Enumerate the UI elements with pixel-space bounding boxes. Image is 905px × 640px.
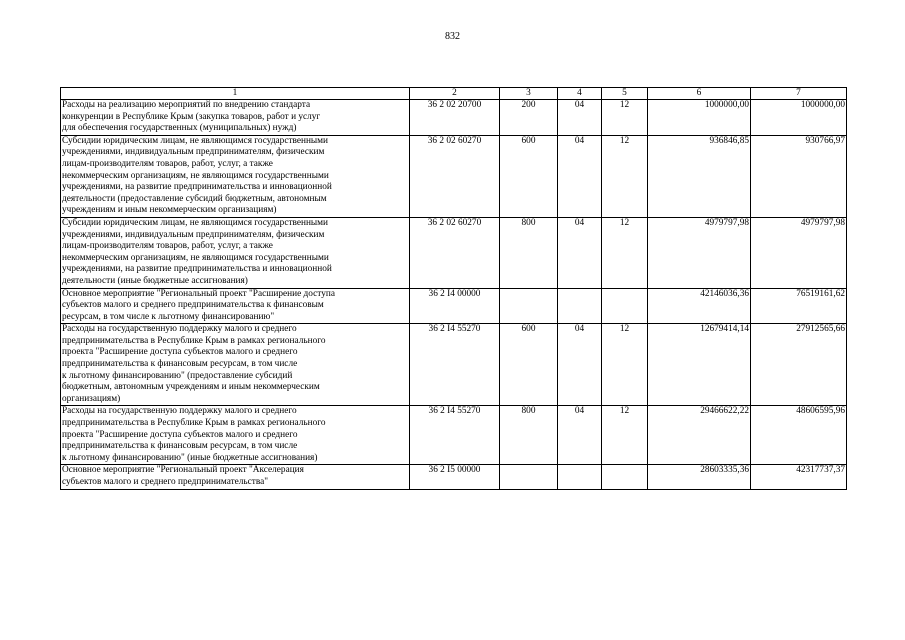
expense-name: Основное мероприятие "Региональный проект "Расширение доступа субъектов малого и среднего предпринимательства к финансовым ресурсам, в том числе к льготному финансированию": [61, 288, 410, 324]
amount-year-2: 1000000,00: [751, 100, 847, 136]
expense-type: 600: [500, 135, 558, 217]
table-row: [61, 465, 847, 489]
table-row: [61, 288, 847, 324]
expense-name: Субсидии юридическим лицам, не являющимся государственными учреждениями, индивидуальным предпринимателям, физическим лицам-производителям товаров, работ, услуг, а также некоммерческим организациям, не являющимся государственными учреждениями, на развитие предпринимательства и инновационной деятельности (иные бюджетные ассигнования): [61, 217, 410, 288]
target-code: 36 2 I4 00000: [410, 288, 500, 324]
amount-year-1: 42146036,36: [648, 288, 751, 324]
section: 04: [558, 135, 602, 217]
column-header: 7: [751, 88, 847, 100]
section: 04: [558, 100, 602, 136]
target-code: 36 2 02 60270: [410, 135, 500, 217]
expense-type: 800: [500, 406, 558, 465]
table-header-row: [61, 88, 847, 100]
target-code: 36 2 I4 55270: [410, 406, 500, 465]
column-header: 6: [648, 88, 751, 100]
expense-type: 800: [500, 217, 558, 288]
target-code: 36 2 I5 00000: [410, 465, 500, 489]
amount-year-1: 28603335,36: [648, 465, 751, 489]
section: 04: [558, 406, 602, 465]
amount-year-1: 12679414,14: [648, 324, 751, 406]
amount-year-2: 48606595,96: [751, 406, 847, 465]
expense-name: Расходы на реализацию мероприятий по внедрению стандарта конкуренции в Республике Крым (закупка товаров, работ и услуг для обеспечения государственных (муниципальных) нужд): [61, 100, 410, 136]
target-code: 36 2 I4 55270: [410, 324, 500, 406]
target-code: 36 2 02 60270: [410, 217, 500, 288]
section: [558, 288, 602, 324]
expense-type: [500, 465, 558, 489]
target-code: 36 2 02 20700: [410, 100, 500, 136]
section: [558, 465, 602, 489]
subsection: [602, 288, 648, 324]
amount-year-2: 4979797,98: [751, 217, 847, 288]
column-header: 5: [602, 88, 648, 100]
budget-table: [60, 87, 847, 490]
expense-name: Основное мероприятие "Региональный проект "Акселерация субъектов малого и среднего предпринимательства": [61, 465, 410, 489]
page-number: 832: [445, 31, 460, 42]
amount-year-1: 29466622,22: [648, 406, 751, 465]
expense-name: Субсидии юридическим лицам, не являющимся государственными учреждениями, индивидуальным предпринимателям, физическим лицам-производителям товаров, работ, услуг, а также некоммерческим организациям, не являющимся государственными учреждениями, на развитие предпринимательства и инновационной деятельности (предоставление субсидий бюджетным, автономным учреждениям и иным некоммерческим организациям): [61, 135, 410, 217]
amount-year-2: 76519161,62: [751, 288, 847, 324]
amount-year-2: 42317737,37: [751, 465, 847, 489]
subsection: 12: [602, 406, 648, 465]
subsection: 12: [602, 100, 648, 136]
expense-name: Расходы на государственную поддержку малого и среднего предпринимательства в Республике Крым в рамках регионального проекта "Расширение доступа субъектов малого и среднего предпринимательства к финансовым ресурсам, в том числе к льготному финансированию" (предоставление субсидий бюджетным, автономным учреждениям и иным некоммерческим организациям): [61, 324, 410, 406]
amount-year-1: 4979797,98: [648, 217, 751, 288]
amount-year-1: 1000000,00: [648, 100, 751, 136]
expense-type: 200: [500, 100, 558, 136]
section: 04: [558, 324, 602, 406]
table-row: [61, 324, 847, 406]
table-row: [61, 217, 847, 288]
column-header: 4: [558, 88, 602, 100]
expense-name: Расходы на государственную поддержку малого и среднего предпринимательства в Республике Крым в рамках регионального проекта "Расширение доступа субъектов малого и среднего предпринимательства к финансовым ресурсам, в том числе к льготному финансированию" (иные бюджетные ассигнования): [61, 406, 410, 465]
amount-year-2: 930766,97: [751, 135, 847, 217]
table-row: [61, 406, 847, 465]
column-header: 2: [410, 88, 500, 100]
subsection: [602, 465, 648, 489]
subsection: 12: [602, 217, 648, 288]
subsection: 12: [602, 324, 648, 406]
table-row: [61, 135, 847, 217]
column-header: 1: [61, 88, 410, 100]
subsection: 12: [602, 135, 648, 217]
expense-type: 600: [500, 324, 558, 406]
table-row: [61, 100, 847, 136]
column-header: 3: [500, 88, 558, 100]
expense-type: [500, 288, 558, 324]
amount-year-2: 27912565,66: [751, 324, 847, 406]
section: 04: [558, 217, 602, 288]
amount-year-1: 936846,85: [648, 135, 751, 217]
